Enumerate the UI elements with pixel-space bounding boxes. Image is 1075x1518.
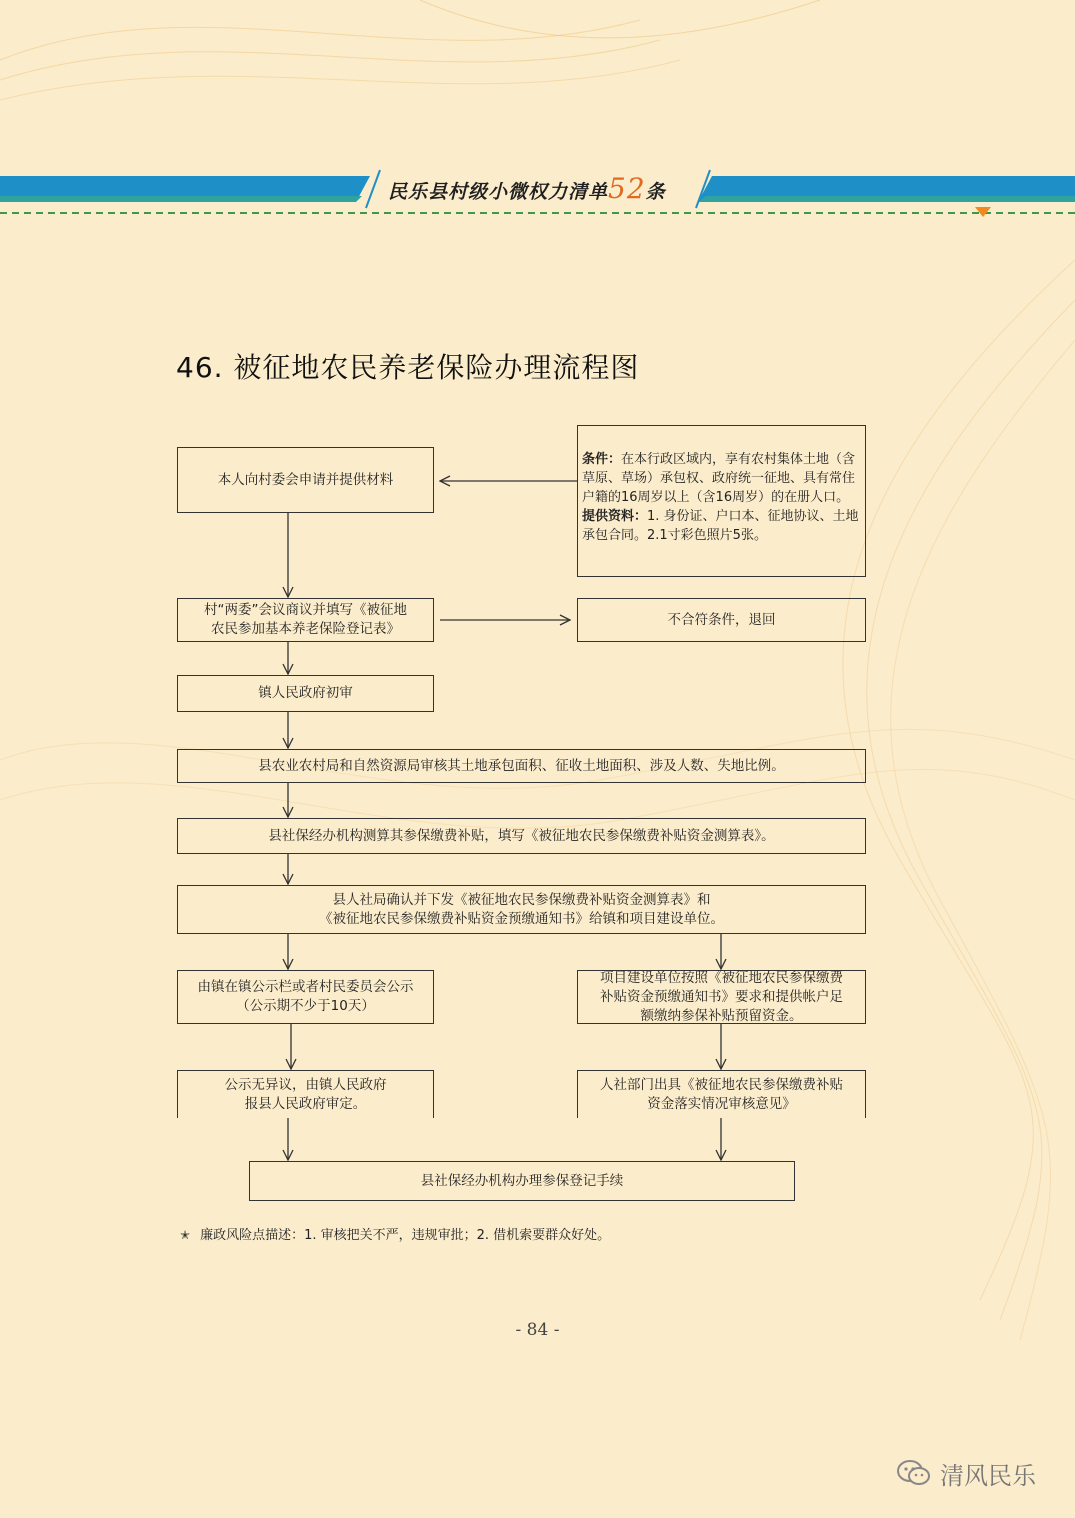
- watermark-text: 清风民乐: [940, 1461, 1036, 1490]
- page-title: 46. 被征地农民养老保险办理流程图: [176, 351, 640, 384]
- flow-step-registration-text: 县社保经办机构办理参保登记手续: [420, 1172, 624, 1189]
- flow-step-publicize-text: 由镇在镇公示栏或者村民委员会公示 （公示期不少于10天）: [197, 979, 414, 1014]
- flow-step-committee-text: 村“两委”会议商议并填写《被征地 农民参加基本养老保险登记表》: [204, 602, 407, 637]
- flow-step-project-payment-text: 项目建设单位按照《被征地农民参保缴费 补贴资金预缴通知书》要求和提供帐户足 额缴纳参保补贴预留资金。: [600, 969, 843, 1024]
- flow-step-county-audit-text: 县农业农村局和自然资源局审核其土地承包面积、征收土地面积、涉及人数、失地比例。: [258, 757, 785, 774]
- star-icon: ✭: [180, 1228, 191, 1242]
- flow-step-hr-opinion-text: 人社部门出具《被征地农民参保缴费补贴 资金落实情况审核意见》: [600, 1076, 843, 1112]
- flow-step-apply-text: 本人向村委会申请并提供材料: [217, 471, 394, 488]
- header-title-suffix: 条: [645, 181, 666, 203]
- materials-label: 提供资料：: [582, 509, 648, 524]
- flow-step-reject-text: 不合符条件，退回: [667, 611, 776, 628]
- flow-step-approval-text: 公示无异议，由镇人民政府 报县人民政府审定。: [224, 1076, 387, 1112]
- header-title-number: 52: [608, 172, 646, 205]
- risk-note-text: 廉政风险点描述：1. 审核把关不严，违规审批；2. 借机索要群众好处。: [200, 1228, 611, 1243]
- watermark: [896, 1456, 1036, 1490]
- wechat-icon: [896, 1458, 932, 1488]
- conditions-label: 条件：: [582, 452, 622, 467]
- conditions-text: 在本行政区域内，享有农村集体土地（含草原、草场）承包权、政府统一征地、具有常住户籍的16周岁以上（含16周岁）的在册人口。: [582, 452, 856, 505]
- header-title-prefix: 民乐县村级小微权力清单: [388, 181, 609, 203]
- flow-step-subsidy-calc-text: 县社保经办机构测算其参保缴费补贴，填写《被征地农民参保缴费补贴资金测算表》。: [268, 827, 775, 844]
- flow-step-town-review-text: 镇人民政府初审: [258, 685, 353, 701]
- risk-note: [180, 1224, 610, 1243]
- materials-text: 1. 身份证、户口本、征地协议、土地承包合同。2.1寸彩色照片5张。: [582, 509, 859, 543]
- flow-step-hr-confirm-text: 县人社局确认并下发《被征地农民参保缴费补贴资金测算表》和 《被征地农民参保缴费补贴资金预缴通知书》给镇和项目建设单位。: [319, 891, 724, 927]
- page-number: - 84 -: [515, 1320, 560, 1340]
